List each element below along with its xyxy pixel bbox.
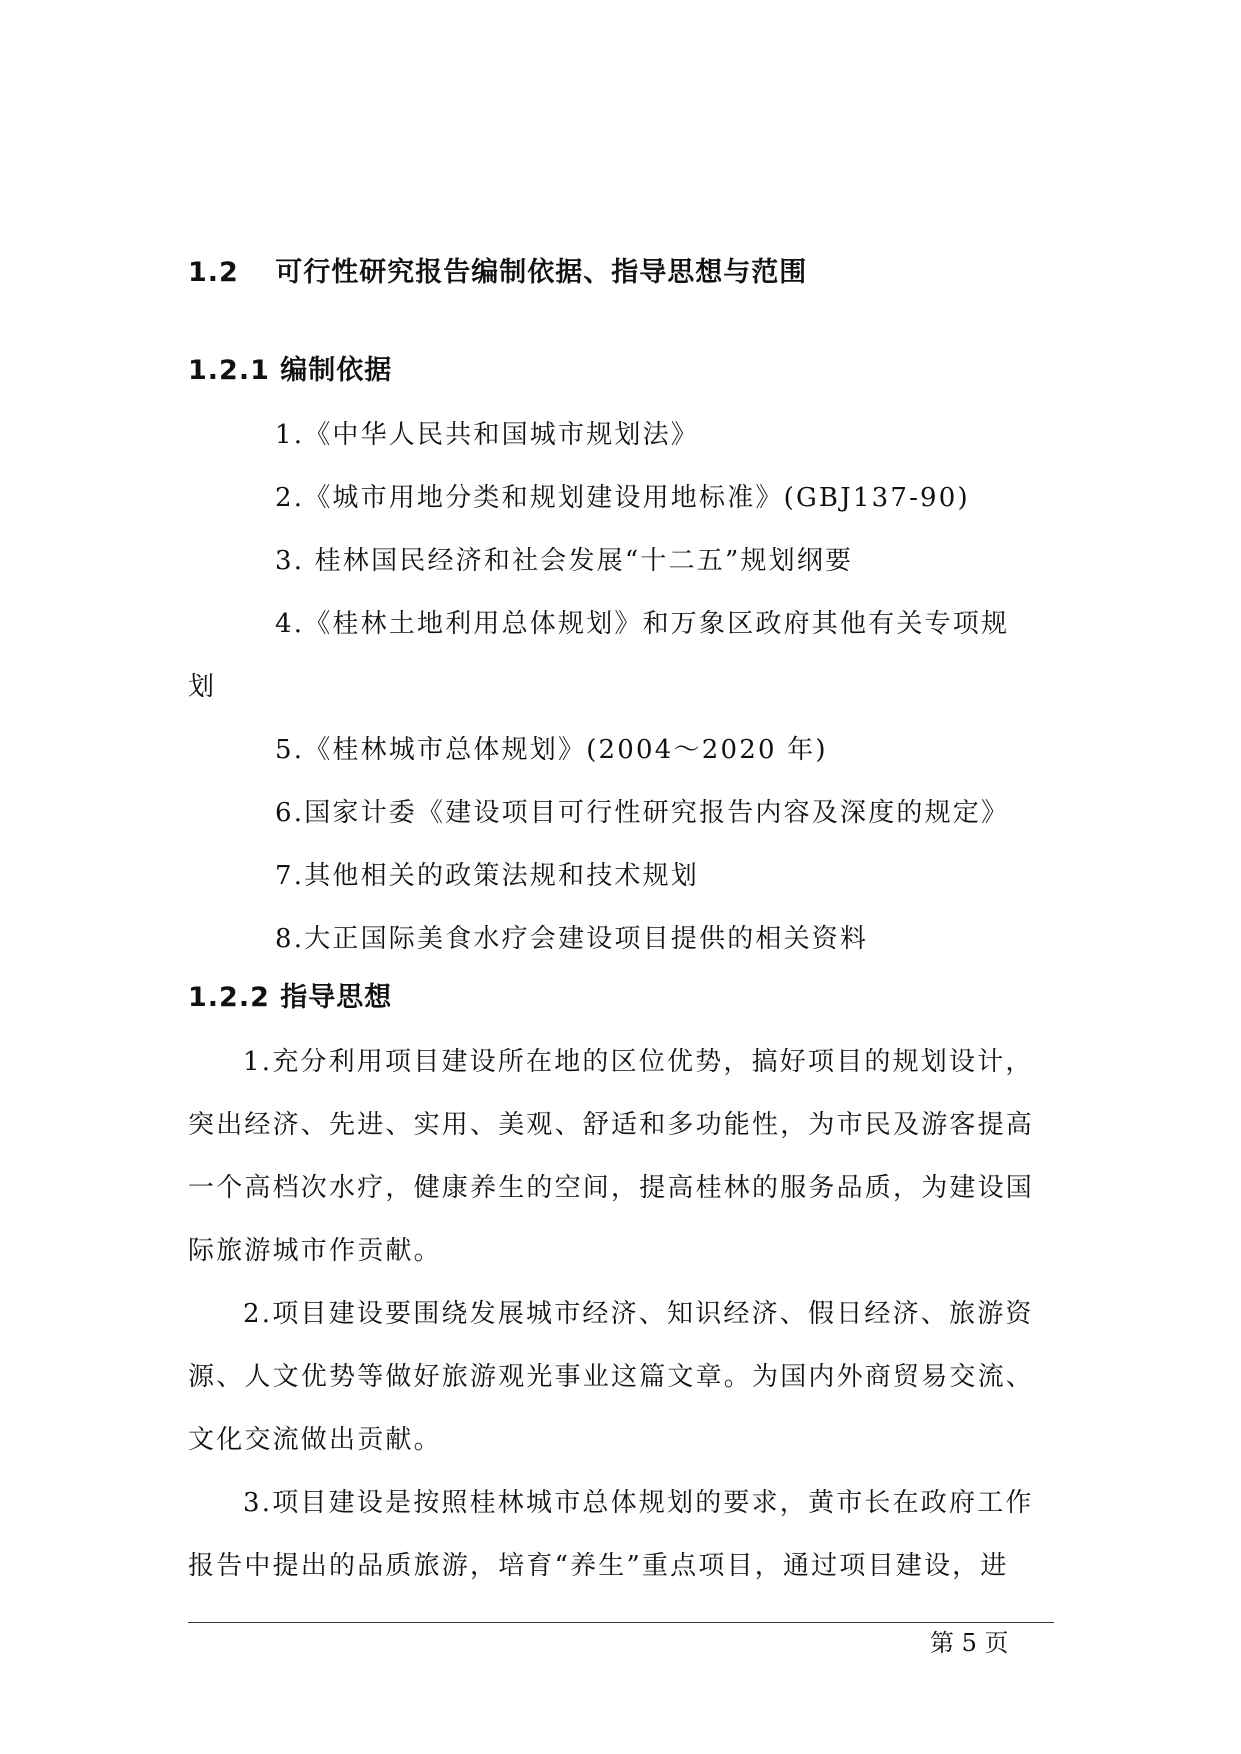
- basis-item: 3. 桂林国民经济和社会发展“十二五”规划纲要: [275, 546, 854, 576]
- guiding-line: 一个高档次水疗，健康养生的空间，提高桂林的服务品质，为建设国: [188, 1173, 1035, 1203]
- guiding-line: 际旅游城市作贡献。: [188, 1236, 442, 1266]
- basis-item: 2.《城市用地分类和规划建设用地标准》(GBJ137-90): [275, 483, 970, 513]
- guiding-line: 突出经济、先进、实用、美观、舒适和多功能性，为市民及游客提高: [188, 1110, 1035, 1140]
- basis-heading: 1.2.1 编制依据: [188, 355, 393, 386]
- basis-item: 8.大正国际美食水疗会建设项目提供的相关资料: [275, 924, 869, 954]
- footer-rule: [188, 1622, 1054, 1623]
- basis-item: 4.《桂林土地利用总体规划》和万象区政府其他有关专项规: [275, 609, 1010, 639]
- guiding-line: 2.项目建设要围绕发展城市经济、知识经济、假日经济、旅游资: [243, 1299, 1034, 1329]
- guiding-line: 源、人文优势等做好旅游观光事业这篇文章。为国内外商贸易交流、: [188, 1362, 1035, 1392]
- basis-item: 划: [188, 672, 217, 702]
- guiding-heading: 1.2.2 指导思想: [188, 982, 393, 1013]
- guiding-line: 文化交流做出贡献。: [188, 1425, 442, 1455]
- section-heading: [188, 256, 807, 290]
- section-title: 可行性研究报告编制依据、指导思想与范围: [275, 257, 808, 288]
- section-number: 1.2: [188, 257, 239, 288]
- basis-item: 5.《桂林城市总体规划》(2004～2020 年): [275, 735, 828, 765]
- page-number: 第 5 页: [930, 1629, 1009, 1657]
- basis-item: 1.《中华人民共和国城市规划法》: [275, 420, 700, 450]
- guiding-line: 报告中提出的品质旅游，培育“养生”重点项目，通过项目建设，进: [188, 1551, 1009, 1581]
- guiding-line: 1.充分利用项目建设所在地的区位优势，搞好项目的规划设计，: [243, 1047, 1034, 1077]
- basis-item: 7.其他相关的政策法规和技术规划: [275, 861, 700, 891]
- basis-item: 6.国家计委《建设项目可行性研究报告内容及深度的规定》: [275, 798, 1010, 828]
- guiding-line: 3.项目建设是按照桂林城市总体规划的要求，黄市长在政府工作: [243, 1488, 1034, 1518]
